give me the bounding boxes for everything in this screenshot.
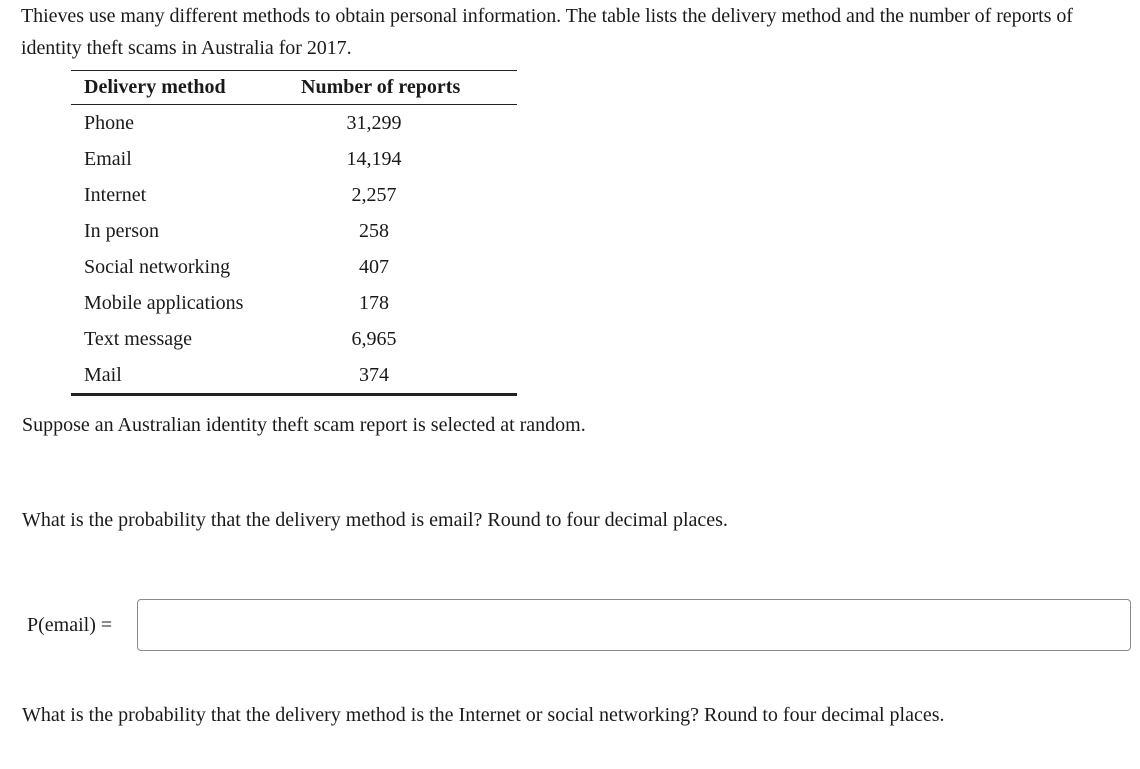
table-row (71, 213, 517, 249)
table-row (71, 285, 517, 321)
reports-cell: 258 (359, 219, 389, 242)
reports-cell: 6,965 (351, 327, 397, 350)
reports-table (71, 70, 517, 396)
method-cell: Mail (84, 363, 122, 386)
method-cell: Social networking (84, 255, 231, 278)
method-cell: In person (84, 219, 159, 242)
table-row (71, 141, 517, 177)
table-row (71, 105, 517, 142)
column-header-reports: Number of reports (301, 71, 517, 105)
question-email: What is the probability that the delivery method is email? Round to four decimal places. (22, 509, 728, 531)
table-row (71, 321, 517, 357)
method-cell: Email (84, 147, 132, 170)
question-internet-social: What is the probability that the delivery method is the Internet or social networking? Round to four decimal places. (22, 704, 945, 726)
reports-cell: 374 (359, 363, 389, 386)
reports-cell: 2,257 (351, 183, 397, 206)
reports-cell: 407 (359, 255, 389, 278)
column-header-method: Delivery method (71, 71, 301, 105)
intro-text: Thieves use many different methods to obtain personal information. The table lists the delivery method and the number of reports of identity theft scams in Australia for 2017. (21, 5, 1073, 59)
method-cell: Text message (84, 327, 193, 350)
table-row (71, 249, 517, 285)
answer-row-email (27, 599, 1132, 653)
answer-input-email[interactable] (137, 599, 1131, 651)
supposition-text: Suppose an Australian identity theft scam report is selected at random. (22, 414, 586, 436)
reports-cell: 14,194 (346, 147, 402, 170)
table-header-row (71, 71, 517, 105)
table-row (71, 177, 517, 213)
answer-label-email: P(email) = (27, 614, 113, 636)
table-row (71, 357, 517, 395)
reports-cell: 178 (359, 291, 389, 314)
method-cell: Mobile applications (84, 291, 244, 314)
reports-cell: 31,299 (346, 111, 402, 134)
method-cell: Internet (84, 183, 147, 206)
method-cell: Phone (84, 111, 134, 134)
